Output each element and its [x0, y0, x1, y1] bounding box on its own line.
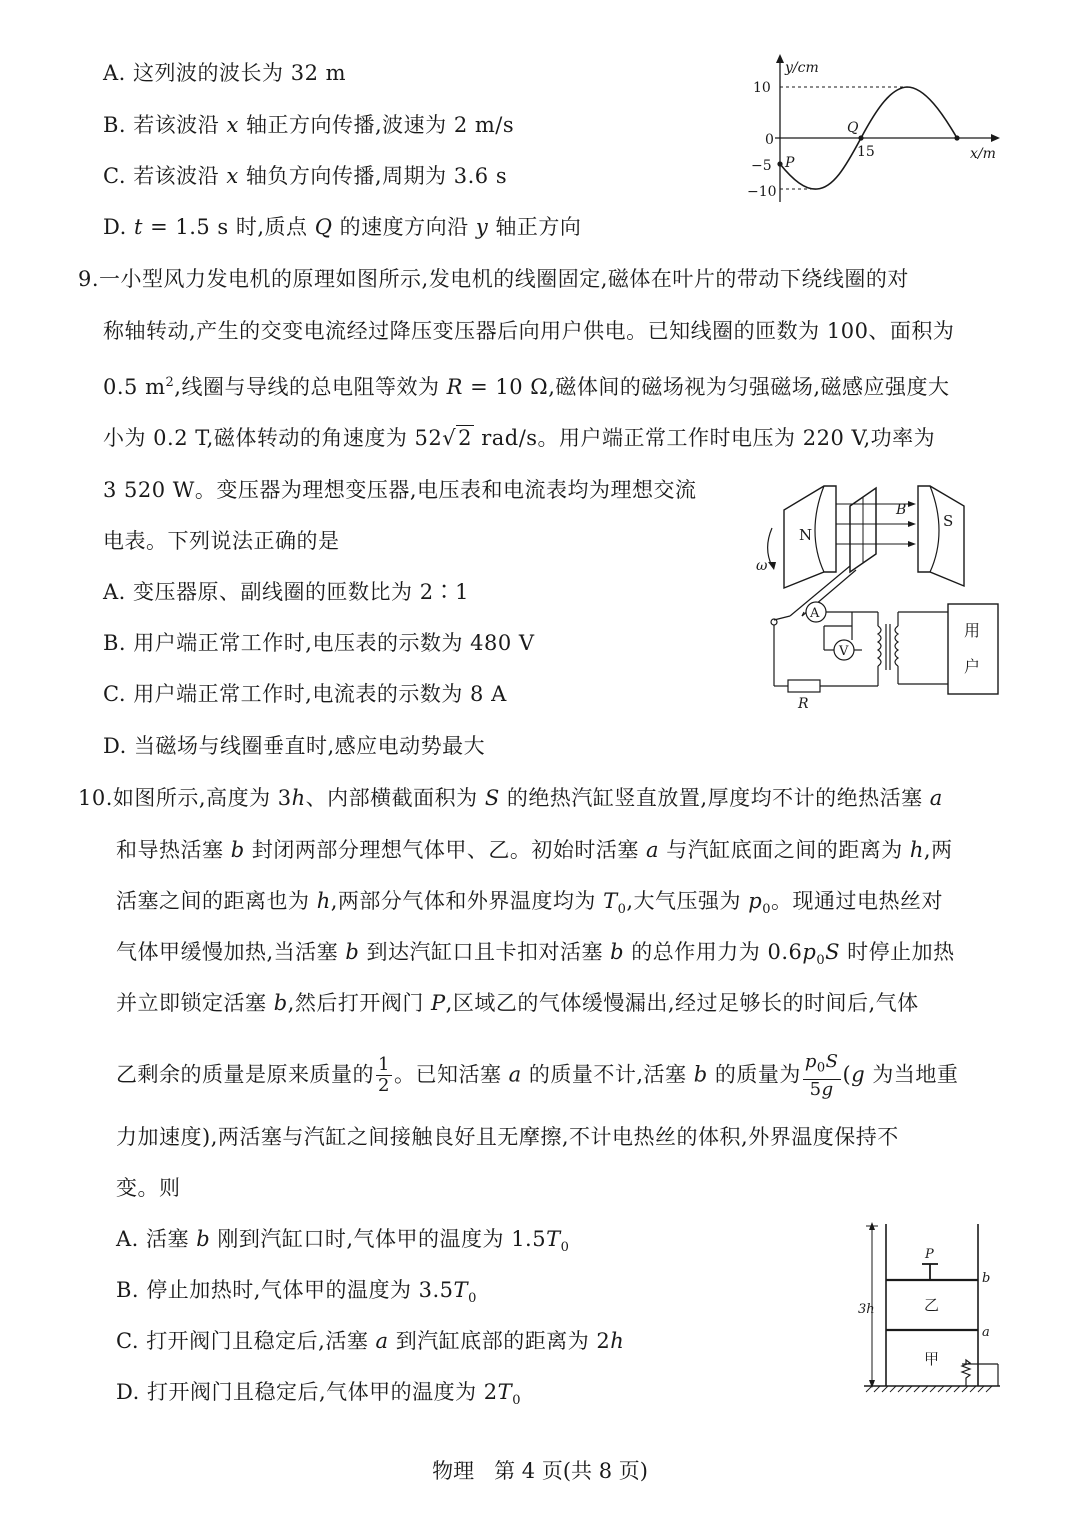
- graph-y-tick-m10: −10: [747, 184, 777, 200]
- piston-b-label: b: [982, 1271, 991, 1286]
- graph-x-tick-15: 15: [857, 144, 875, 160]
- fraction-one-half: $\frac{1}{2}$: [378, 1054, 390, 1097]
- height-label: 3h: [858, 1302, 875, 1317]
- q10-line-8: 变。则: [116, 1176, 181, 1200]
- ammeter-label: A: [810, 606, 820, 621]
- gas-jia-label: 甲: [924, 1350, 940, 1368]
- q10-line-7: 力加速度),两活塞与汽缸之间接触良好且无摩擦,不计电热丝的体积,外界温度保持不: [116, 1125, 899, 1149]
- footer-subject: 物理: [432, 1459, 475, 1483]
- q10-line-2: 和导热活塞 b 封闭两部分理想气体甲、乙。初始时活塞 a 与汽缸底面之间的距离为 h,两: [116, 838, 953, 862]
- user-label-2: 户: [964, 657, 981, 676]
- magnet-s: S: [943, 512, 954, 530]
- q9-line-1: 9.一小型风力发电机的原理如图所示,发电机的线圈固定,磁体在叶片的带动下绕线圈的对: [78, 267, 909, 291]
- cylinder-figure: [850, 1218, 1010, 1398]
- page-footer: [0, 1455, 1080, 1485]
- graph-x-label: x/m: [970, 146, 996, 162]
- resistor-label: R: [798, 696, 809, 712]
- field-b-label: B: [896, 502, 907, 518]
- generator-figure: [752, 476, 1002, 716]
- piston-a-label: a: [982, 1325, 990, 1340]
- omega-label: ω: [756, 558, 768, 574]
- voltmeter-label: V: [839, 644, 849, 659]
- footer-page: 第 4 页(共 8 页): [494, 1459, 648, 1483]
- q8-option-d: D. t = 1.5 s 时,质点 Q 的速度方向沿 y 轴正方向: [103, 215, 582, 239]
- wave-graph: [745, 52, 1010, 212]
- q8-option-b: B. 若该波沿 x 轴正方向传播,波速为 2 m/s: [103, 113, 515, 137]
- graph-point-q: Q: [847, 120, 859, 136]
- q9-option-d: D. 当磁场与线圈垂直时,感应电动势最大: [103, 734, 486, 758]
- q9-line-4: 小为 0.2 T,磁体转动的角速度为 52√2 rad/s。用户端正常工作时电压为 220 V,功率为: [103, 426, 936, 450]
- graph-y-tick-0: 0: [765, 132, 774, 148]
- q10-line-6: 乙剩余的质量是原来质量的 $\frac{1}{2}$ 。已知活塞 a 的质量不计,活塞 b 的质量为 $\frac{p_0S}{5g}$ (g 为当地重: [116, 1051, 959, 1100]
- gas-yi-label: 乙: [924, 1296, 940, 1314]
- q10-option-b: B. 停止加热时,气体甲的温度为 $3.5T_0$: [116, 1278, 477, 1307]
- q10-line-4: 气体甲缓慢加热,当活塞 b 到达汽缸口且卡扣对活塞 b 的总作用力为 $0.6p_0S$ 时停止加热: [116, 940, 955, 969]
- valve-p-label: P: [925, 1247, 934, 1262]
- q9-option-a: A. 变压器原、副线圈的匝数比为 2∶1: [103, 580, 469, 604]
- q10-line-1: 10.如图所示,高度为 3h、内部横截面积为 S 的绝热汽缸竖直放置,厚度均不计的绝热活塞 a: [78, 786, 943, 810]
- graph-y-tick-10: 10: [753, 80, 771, 96]
- fraction-mass: $\frac{p_0S}{5g}$: [804, 1051, 839, 1100]
- q9-line-3: 0.5 $m^2$,线圈与导线的总电阻等效为 R = 10 Ω,磁体间的磁场视为匀强磁场,磁感应强度大: [103, 375, 950, 399]
- graph-y-tick-m5: −5: [751, 158, 772, 174]
- user-label-1: 用: [964, 621, 981, 640]
- q10-line-3: 活塞之间的距离也为 h,两部分气体和外界温度均为 $T_0$,大气压强为 $p_0$。现通过电热丝对: [116, 889, 943, 918]
- q10-option-a: A. 活塞 b 刚到汽缸口时,气体甲的温度为 $1.5T_0$: [116, 1227, 570, 1256]
- q10-line-5: 并立即锁定活塞 b,然后打开阀门 P,区域乙的气体缓慢漏出,经过足够长的时间后,气体: [116, 991, 919, 1015]
- q9-option-c: C. 用户端正常工作时,电流表的示数为 8 A: [103, 682, 507, 706]
- magnet-n: N: [799, 526, 813, 544]
- q9-line-6: 电表。下列说法正确的是: [103, 529, 340, 553]
- q10-option-d: D. 打开阀门且稳定后,气体甲的温度为 $2T_0$: [116, 1380, 521, 1409]
- q8-option-c: C. 若该波沿 x 轴负方向传播,周期为 3.6 s: [103, 164, 508, 188]
- q8-option-a: A. 这列波的波长为 32 m: [103, 61, 347, 85]
- q9-line-5: 3 520 W。变压器为理想变压器,电压表和电流表均为理想交流: [103, 478, 697, 502]
- graph-point-p: P: [785, 155, 795, 171]
- q9-line-2: 称轴转动,产生的交变电流经过降压变压器后向用户供电。已知线圈的匝数为 100、面积为: [103, 319, 955, 343]
- graph-y-label: y/cm: [785, 60, 819, 76]
- q10-option-c: C. 打开阀门且稳定后,活塞 a 到汽缸底部的距离为 2h: [116, 1329, 625, 1353]
- q9-option-b: B. 用户端正常工作时,电压表的示数为 480 V: [103, 631, 535, 655]
